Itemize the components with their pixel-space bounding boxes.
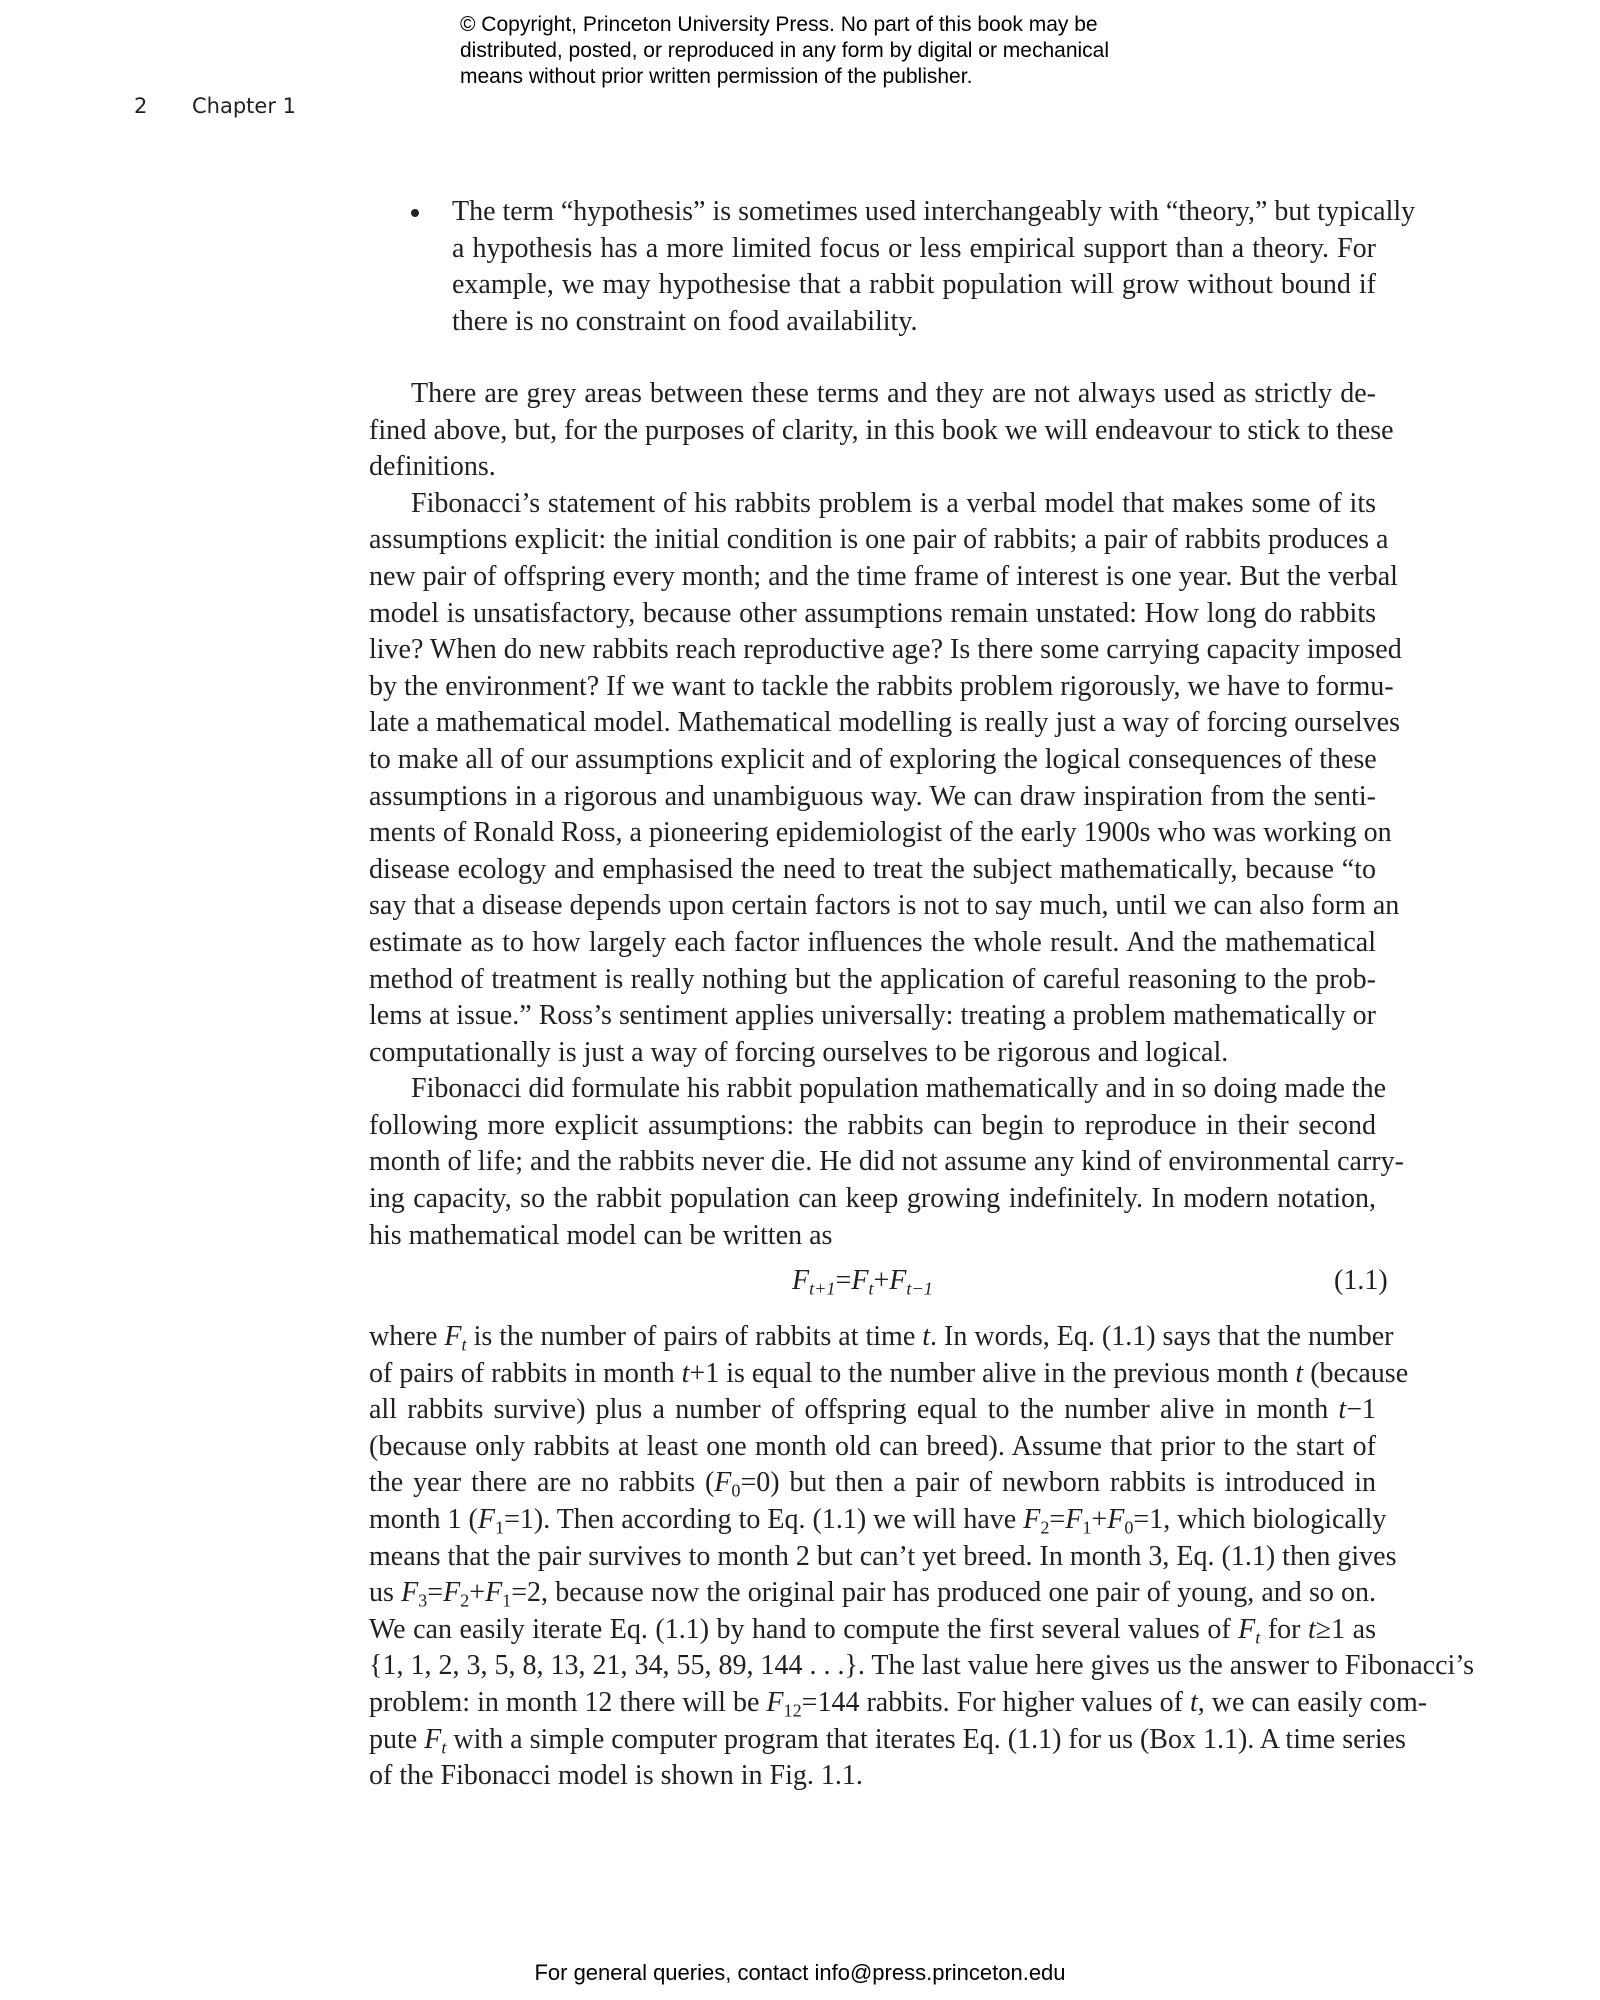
explanation-text	[369, 1319, 1474, 1795]
text-line: example, we may hypothesise that a rabbit population will grow without bound if	[452, 269, 1376, 301]
page-number: 2	[134, 94, 148, 118]
fibonacci-equation: $F_{t+1}=F_t+F_{t-1}$	[792, 1265, 933, 1299]
text-line: ing capacity, so the rabbit population can keep growing indefinitely. In modern notation,	[369, 1183, 1376, 1215]
text-line: of pairs of rabbits in month t+1 is equal to the number alive in the previous month t (because	[369, 1357, 1409, 1389]
text-line: the year there are no rabbits $(F_0=0)$ but then a pair of newborn rabbits is introduced in	[369, 1467, 1376, 1501]
text-line: means that the pair survives to month 2 but can’t yet breed. In month 3, Eq. (1.1) then gives	[369, 1540, 1397, 1572]
text-line: month of life; and the rabbits never die. He did not assume any kind of environmental carry-	[369, 1146, 1404, 1178]
copyright-line: © Copyright, Princeton University Press. No part of this book may be	[460, 13, 1098, 36]
text-line: where $F_t$ is the number of pairs of rabbits at time t. In words, Eq. (1.1) says that the number	[369, 1321, 1394, 1355]
body-text	[369, 376, 1404, 1254]
text-line: pute $F_t$ with a simple computer program that iterates Eq. (1.1) for us (Box 1.1). A time series	[369, 1723, 1406, 1757]
text-line: us $F_3=F_2+F_1=2$, because now the original pair has produced one pair of young, and so on.	[369, 1577, 1376, 1611]
text-line: disease ecology and emphasised the need to treat the subject mathematically, because “to	[369, 853, 1376, 885]
equation-number: (1.1)	[1334, 1265, 1388, 1296]
text-line: There are grey areas between these terms and they are not always used as strictly de-	[411, 378, 1376, 409]
text-line: say that a disease depends upon certain factors is not to say much, until we can also form an	[369, 890, 1400, 922]
text-line: late a mathematical model. Mathematical modelling is really just a way of forcing ourselves	[369, 707, 1400, 739]
text-line: lems at issue.” Ross’s sentiment applies universally: treating a problem mathematically or	[369, 1000, 1376, 1032]
copyright-line: distributed, posted, or reproduced in any form by digital or mechanical	[460, 39, 1110, 62]
text-line: a hypothesis has a more limited focus or less empirical support than a theory. For	[452, 232, 1376, 264]
text-line: computationally is just a way of forcing ourselves to be rigorous and logical.	[369, 1036, 1229, 1068]
text-line: (because only rabbits at least one month old can breed). Assume that prior to the start of	[369, 1430, 1376, 1462]
hypothesis-bullet	[452, 194, 1416, 340]
chapter-label: Chapter 1	[192, 94, 296, 118]
text-line: assumptions in a rigorous and unambiguous way. We can draw inspiration from the senti-	[369, 780, 1376, 812]
text-line: {1, 1, 2, 3, 5, 8, 13, 21, 34, 55, 89, 144 . . .}. The last value here gives us the answer to Fibonacci’s	[369, 1650, 1474, 1682]
text-line: We can easily iterate Eq. (1.1) by hand to compute the first several values of $F_t$ for t≥1 as	[369, 1613, 1376, 1648]
text-line: fined above, but, for the purposes of clarity, in this book we will endeavour to stick to these	[369, 414, 1394, 446]
text-line: live? When do new rabbits reach reproductive age? Is there some carrying capacity imposed	[369, 634, 1402, 666]
text-line: model is unsatisfactory, because other assumptions remain unstated: How long do rabbits	[369, 597, 1376, 629]
text-line: ments of Ronald Ross, a pioneering epidemiologist of the early 1900s who was working on	[369, 817, 1392, 849]
bullet-marker	[411, 209, 419, 217]
text-line: all rabbits survive) plus a number of offspring equal to the number alive in month t−1	[369, 1394, 1376, 1426]
text-line: by the environment? If we want to tackle the rabbits problem rigorously, we have to formu-	[369, 670, 1394, 702]
footer-contact: For general queries, contact info@press.princeton.edu	[534, 1960, 1066, 1985]
copyright-notice	[460, 12, 1180, 90]
text-line: definitions.	[369, 451, 496, 483]
running-head	[134, 94, 296, 118]
text-line: assumptions explicit: the initial condition is one pair of rabbits; a pair of rabbits produces a	[369, 524, 1389, 556]
text-line: his mathematical model can be written as	[369, 1219, 833, 1251]
text-line: following more explicit assumptions: the rabbits can begin to reproduce in their second	[369, 1109, 1376, 1141]
text-line: method of treatment is really nothing but the application of careful reasoning to the prob-	[369, 963, 1376, 995]
text-line: Fibonacci’s statement of his rabbits problem is a verbal model that makes some of its	[411, 487, 1376, 519]
text-line: problem: in month 12 there will be $F_{12}=144$ rabbits. For higher values of t, we can easily com-	[369, 1686, 1428, 1721]
text-line: month 1 $(F_1=1)$. Then according to Eq. (1.1) we will have $F_2=F_1+F_0=1$, which biologically	[369, 1503, 1387, 1538]
text-line: of the Fibonacci model is shown in Fig. 1.1.	[369, 1760, 863, 1792]
text-line: new pair of offspring every month; and the time frame of interest is one year. But the verbal	[369, 560, 1398, 592]
text-line: The term “hypothesis” is sometimes used interchangeably with “theory,” but typically	[452, 196, 1416, 227]
copyright-line: means without prior written permission of the publisher.	[460, 65, 973, 88]
text-line: to make all of our assumptions explicit and of exploring the logical consequences of these	[369, 743, 1377, 775]
text-line: Fibonacci did formulate his rabbit population mathematically and in so doing made the	[411, 1073, 1387, 1105]
text-line: there is no constraint on food availability.	[452, 305, 918, 337]
text-line: estimate as to how largely each factor influences the whole result. And the mathematical	[369, 926, 1376, 958]
